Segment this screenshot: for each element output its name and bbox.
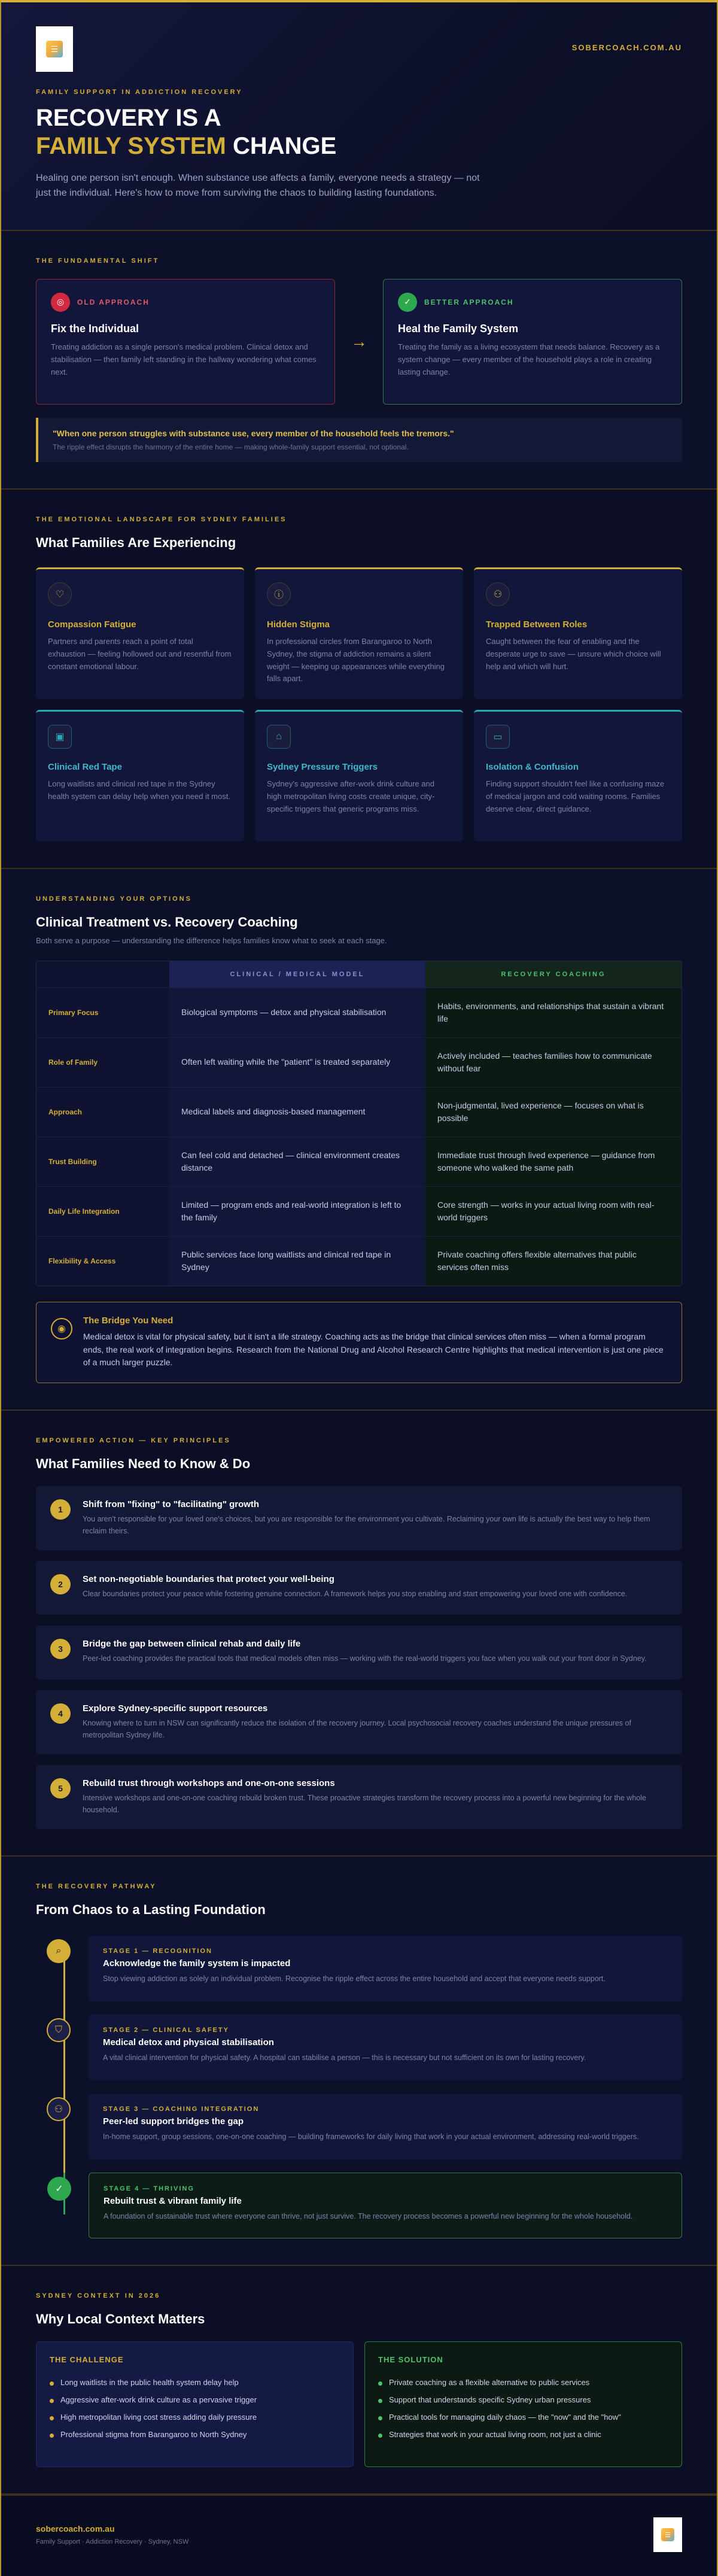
principle-item xyxy=(36,1690,682,1754)
list-item: Professional stigma from Barangaroo to North Sydney xyxy=(50,2426,340,2443)
experiences-section xyxy=(1,490,717,869)
principle-number-badge: 2 xyxy=(50,1574,71,1594)
pathway-stage xyxy=(54,2094,682,2159)
footer-logo[interactable] xyxy=(653,2517,682,2552)
principles-section xyxy=(1,1411,717,1857)
list-item: Private coaching as a flexible alternative to public services xyxy=(378,2374,668,2391)
principle-item xyxy=(36,1626,682,1679)
list-item: Support that understands specific Sydney urban pressures xyxy=(378,2391,668,2408)
search-icon: ⌕ xyxy=(47,1939,71,1963)
shift-eyebrow: THE FUNDAMENTAL SHIFT xyxy=(36,257,160,265)
experience-title: Sydney Pressure Triggers xyxy=(267,761,378,772)
stage-text: A vital clinical intervention for physical safety. A hospital can stabilise a person — this is necessary but not sufficient on its own for lasting recovery. xyxy=(103,2053,586,2062)
stage-title: Rebuilt trust & vibrant family life xyxy=(104,2196,242,2207)
principle-number-badge: 1 xyxy=(50,1499,71,1520)
coaching-cell: Actively included — teaches families how to communicate without fear xyxy=(425,1038,682,1087)
experience-card xyxy=(474,567,682,699)
table-row xyxy=(36,988,682,1037)
principle-number-badge: 3 xyxy=(50,1639,71,1659)
better-approach-card xyxy=(383,279,682,405)
experience-title: Hidden Stigma xyxy=(267,619,330,630)
better-approach-label: BETTER APPROACH xyxy=(424,297,514,306)
stage-kicker: STAGE 4 — THRIVING xyxy=(104,2185,194,2193)
site-url-link[interactable]: SOBERCOACH.COM.AU xyxy=(571,43,682,52)
principles-list xyxy=(36,1486,682,1829)
pathway-stage xyxy=(56,1936,682,2001)
list-item: Strategies that work in your actual living room, not just a clinic xyxy=(378,2426,668,2443)
pathway-stage xyxy=(55,2173,682,2238)
hero-section xyxy=(1,2,717,231)
clinical-cell: Public services face long waitlists and clinical red tape in Sydney xyxy=(169,1237,425,1286)
principle-number-badge: 4 xyxy=(50,1703,71,1724)
people-icon: ⚇ xyxy=(486,582,510,606)
clipboard-icon: ▣ xyxy=(48,725,72,749)
experience-card xyxy=(36,567,244,699)
experiences-grid xyxy=(36,567,682,842)
coaching-cell: Private coaching offers flexible alternatives that public services often miss xyxy=(425,1237,682,1286)
experiences-eyebrow: THE EMOTIONAL LANDSCAPE FOR SYDNEY FAMILIES xyxy=(36,515,287,523)
principles-eyebrow: EMPOWERED ACTION — KEY PRINCIPLES xyxy=(36,1437,231,1445)
people-icon: ⚇ xyxy=(47,2097,71,2121)
target-icon: ◎ xyxy=(51,293,70,312)
old-approach-card xyxy=(36,279,335,405)
principle-title: Shift from "fixing" to "facilitating" growth xyxy=(83,1499,260,1510)
stage-text: A foundation of sustainable trust where everyone can thrive, not just survive. The recovery process becomes a powerful new beginning for the whole household. xyxy=(104,2212,633,2221)
experience-text: Sydney's aggressive after-work drink culture and high metropolitan living costs create unique, city-specific triggers that generic programs miss. xyxy=(267,779,435,813)
clinical-cell: Often left waiting while the "patient" is treated separately xyxy=(169,1038,425,1087)
principle-item xyxy=(36,1765,682,1829)
bridge-callout xyxy=(36,1302,682,1383)
footer-url-link[interactable]: sobercoach.com.au xyxy=(36,2524,115,2534)
clinical-cell: Limited — program ends and real-world integration is left to the family xyxy=(169,1187,425,1236)
stage-title: Acknowledge the family system is impacted xyxy=(103,1958,291,1969)
home-icon: ⌂ xyxy=(267,725,291,749)
pathway-stage xyxy=(54,2015,682,2080)
clinical-cell: Medical labels and diagnosis-based management xyxy=(169,1087,425,1137)
experience-text: In professional circles from Barangaroo to North Sydney, the stigma of addiction remains a silent weight — keeping up appearances while everything falls apart. xyxy=(267,636,445,684)
stage-text: In-home support, group sessions, one-on-one coaching — building frameworks for daily living that work in your actual environment, addressing real-world triggers. xyxy=(103,2133,639,2141)
comparison-table xyxy=(36,961,682,1286)
header-blank xyxy=(36,961,169,988)
experience-title: Trapped Between Roles xyxy=(486,619,588,630)
experience-title: Isolation & Confusion xyxy=(486,761,579,772)
principle-text: You aren't responsible for your loved one's choices, but you are responsible for the environment you cultivate. Reclaiming your own life is actually the best way to help them reclaim theirs. xyxy=(83,1515,650,1536)
experiences-title: What Families Are Experiencing xyxy=(36,534,236,550)
title-white: CHANGE xyxy=(232,133,337,160)
footer-subtitle: Family Support · Addiction Recovery · Sydney, NSW xyxy=(36,2538,189,2546)
comparison-title: Clinical Treatment vs. Recovery Coaching xyxy=(36,914,298,929)
challenge-title: THE CHALLENGE xyxy=(50,2355,124,2365)
challenge-list xyxy=(50,2374,340,2443)
experience-card xyxy=(36,710,244,842)
comparison-header-row xyxy=(36,961,682,988)
header-coaching: RECOVERY COACHING xyxy=(425,961,682,988)
table-row xyxy=(36,1137,682,1186)
logo-mark-icon: ☰ xyxy=(661,2528,674,2541)
title-gold: FAMILY SYSTEM xyxy=(36,133,226,160)
pathway-timeline xyxy=(36,1936,682,2238)
context-eyebrow: SYDNEY CONTEXT IN 2026 xyxy=(36,2292,161,2300)
principle-item xyxy=(36,1486,682,1550)
quote-sub: The ripple effect disrupts the harmony of the entire home — making whole-family support essential, not optional. xyxy=(53,442,409,451)
coaching-cell: Habits, environments, and relationships that sustain a vibrant life xyxy=(425,988,682,1037)
pathway-eyebrow: THE RECOVERY PATHWAY xyxy=(36,1883,157,1891)
experience-title: Compassion Fatigue xyxy=(48,619,136,630)
experience-text: Caught between the fear of enabling and the desperate urge to save — unsure which choice will help and which will hurt. xyxy=(486,636,661,671)
experience-text: Partners and parents reach a point of total exhaustion — feeling hollowed out and resentful from constant emotional labour. xyxy=(48,636,232,671)
list-item: Aggressive after-work drink culture as a pervasive trigger xyxy=(50,2391,340,2408)
stage-text: Stop viewing addiction as solely an individual problem. Recognise the ripple effect across the entire household and accept that everyone needs support. xyxy=(103,1974,606,1983)
principle-title: Set non-negotiable boundaries that protect your well-being xyxy=(83,1574,334,1585)
title-line-1: RECOVERY IS A xyxy=(36,105,221,131)
comparison-subtitle: Both serve a purpose — understanding the difference helps families know what to seek at each stage. xyxy=(36,935,387,945)
arrow-right-icon: → xyxy=(351,332,367,351)
ripple-quote xyxy=(36,418,682,462)
clinical-cell: Can feel cold and detached — clinical environment creates distance xyxy=(169,1137,425,1186)
experience-text: Finding support shouldn't feel like a confusing maze of medical jargon and cold waiting rooms. Families deserve clear, direct guidance. xyxy=(486,779,665,813)
experience-title: Clinical Red Tape xyxy=(48,761,122,772)
row-label: Flexibility & Access xyxy=(36,1237,169,1286)
stage-title: Peer-led support bridges the gap xyxy=(103,2116,244,2127)
stage-kicker: STAGE 3 — COACHING INTEGRATION xyxy=(103,2106,260,2113)
logo[interactable] xyxy=(36,26,73,72)
row-label: Trust Building xyxy=(36,1137,169,1186)
solution-card xyxy=(364,2341,682,2467)
header-clinical: CLINICAL / MEDICAL MODEL xyxy=(169,961,425,988)
footer xyxy=(1,2495,717,2576)
info-icon: ⓘ xyxy=(267,582,291,606)
principle-title: Bridge the gap between clinical rehab and daily life xyxy=(83,1639,301,1650)
principles-title: What Families Need to Know & Do xyxy=(36,1456,251,1472)
old-approach-title: Fix the Individual xyxy=(51,322,139,335)
row-label: Daily Life Integration xyxy=(36,1187,169,1236)
solution-list xyxy=(378,2374,668,2443)
table-row xyxy=(36,1037,682,1087)
table-row xyxy=(36,1186,682,1236)
shield-icon: ⛉ xyxy=(47,2018,71,2042)
principle-number-badge: 5 xyxy=(50,1778,71,1799)
challenge-card xyxy=(36,2341,354,2467)
principle-title: Rebuild trust through workshops and one-on-one sessions xyxy=(83,1778,335,1789)
table-row xyxy=(36,1236,682,1286)
logo-mark-icon: ☰ xyxy=(46,41,63,57)
list-item: High metropolitan living cost stress adding daily pressure xyxy=(50,2408,340,2426)
table-row xyxy=(36,1087,682,1137)
better-approach-text: Treating the family as a living ecosystem that needs balance. Recovery as a system change — every member of the household plays a role in creating lasting change. xyxy=(398,342,660,376)
context-title: Why Local Context Matters xyxy=(36,2311,205,2327)
hero-lead: Healing one person isn't enough. When substance use affects a family, everyone needs a strategy — not just the individual. Here's how to move from surviving the chaos to building lasting foundations. xyxy=(36,173,480,199)
context-section xyxy=(1,2266,717,2495)
old-approach-label: OLD APPROACH xyxy=(77,297,150,306)
coaching-cell: Non-judgmental, lived experience — focuses on what is possible xyxy=(425,1087,682,1137)
principle-item xyxy=(36,1561,682,1615)
bridge-title: The Bridge You Need xyxy=(83,1315,174,1326)
stage-kicker: STAGE 1 — RECOGNITION xyxy=(103,1948,212,1955)
check-icon: ✓ xyxy=(398,293,417,312)
pathway-section xyxy=(1,1857,717,2266)
principle-text: Intensive workshops and one-on-one coaching rebuild broken trust. These proactive strategies transform the recovery process into a powerful new beginning for the whole household. xyxy=(83,1794,646,1815)
principle-text: Clear boundaries protect your peace while fostering genuine connection. A framework helps you stop enabling and start empowering your loved one with confidence. xyxy=(83,1590,628,1599)
bridge-text: Medical detox is vital for physical safety, but it isn't a life strategy. Coaching acts as the bridge that clinical services often miss — when a formal program ends, the real work of integration begins. Research from the National Drug and Alcohol Research Centre highlights that medical intervention is just one piece of a much larger puzzle. xyxy=(83,1331,664,1368)
solution-title: THE SOLUTION xyxy=(378,2355,443,2365)
row-label: Role of Family xyxy=(36,1038,169,1087)
stage-title: Medical detox and physical stabilisation xyxy=(103,2037,274,2048)
clinical-cell: Biological symptoms — detox and physical stabilisation xyxy=(169,988,425,1037)
list-item: Long waitlists in the public health system delay help xyxy=(50,2374,340,2391)
better-approach-title: Heal the Family System xyxy=(398,322,519,335)
experience-card xyxy=(255,710,463,842)
check-icon: ✓ xyxy=(47,2177,71,2201)
principle-title: Explore Sydney-specific support resources xyxy=(83,1703,268,1714)
comparison-section xyxy=(1,869,717,1411)
stage-kicker: STAGE 2 — CLINICAL SAFETY xyxy=(103,2027,229,2034)
experience-text: Long waitlists and clinical red tape in the Sydney health system can delay help when you need it most. xyxy=(48,779,230,801)
list-item: Practical tools for managing daily chaos — the "now" and the "how" xyxy=(378,2408,668,2426)
pathway-title: From Chaos to a Lasting Foundation xyxy=(36,1902,266,1918)
bridge-icon: ◉ xyxy=(51,1318,72,1339)
row-label: Primary Focus xyxy=(36,988,169,1037)
principle-text: Peer-led coaching provides the practical tools that medical models often miss — working with the real-world triggers you face when you walk out your front door in Sydney. xyxy=(83,1654,647,1663)
coaching-cell: Core strength — works in your actual living room with real-world triggers xyxy=(425,1187,682,1236)
hero-eyebrow: FAMILY SUPPORT IN ADDICTION RECOVERY xyxy=(36,89,243,96)
quote-text: "When one person struggles with substance use, every member of the household feels the tremors." xyxy=(53,428,454,438)
comparison-eyebrow: UNDERSTANDING YOUR OPTIONS xyxy=(36,895,192,903)
experience-card xyxy=(474,710,682,842)
coaching-cell: Immediate trust through lived experience — guidance from someone who walked the same path xyxy=(425,1137,682,1186)
principle-text: Knowing where to turn in NSW can significantly reduce the isolation of the recovery journey. Local psychosocial recovery coaches understand the unique pressures of metropolitan Sydney life. xyxy=(83,1719,631,1740)
page-title xyxy=(36,104,682,160)
old-approach-text: Treating addiction as a single person's medical problem. Clinical detox and stabilisation — then family left standing in the hallway wondering what comes next. xyxy=(51,342,317,376)
row-label: Approach xyxy=(36,1087,169,1137)
heart-icon: ♡ xyxy=(48,582,72,606)
shift-section xyxy=(1,231,717,490)
experience-card xyxy=(255,567,463,699)
chat-icon: ▭ xyxy=(486,725,510,749)
